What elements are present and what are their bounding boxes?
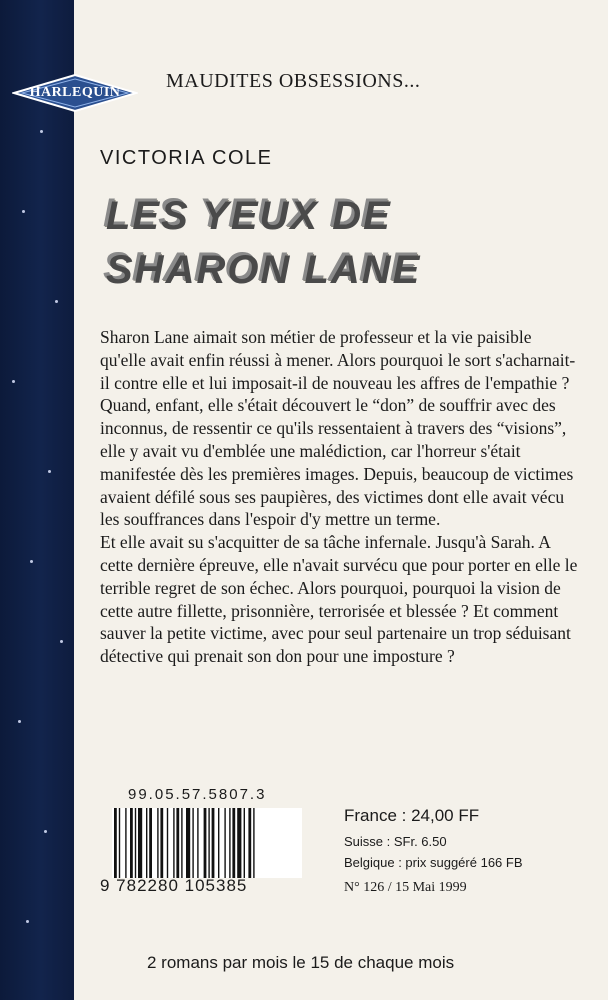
barcode-bar bbox=[119, 808, 120, 878]
star-dot bbox=[18, 720, 21, 723]
barcode-digits: 9 782280 105385 bbox=[100, 876, 248, 895]
barcode-bar bbox=[160, 808, 163, 878]
price-belgique: Belgique : prix suggéré 166 FB bbox=[344, 855, 523, 870]
star-dot bbox=[48, 470, 51, 473]
barcode-bar bbox=[114, 808, 117, 878]
barcode-bar bbox=[173, 808, 174, 878]
book-title-line-1: LES YEUX DE bbox=[104, 192, 390, 236]
star-dot bbox=[22, 210, 25, 213]
barcode-bars-icon bbox=[112, 808, 302, 878]
barcode-bar bbox=[204, 808, 207, 878]
barcode-bar bbox=[218, 808, 219, 878]
barcode bbox=[112, 808, 302, 878]
barcode-bar bbox=[176, 808, 179, 878]
star-dot bbox=[30, 560, 33, 563]
star-dot bbox=[12, 380, 15, 383]
book-title-line-2: SHARON LANE bbox=[104, 246, 420, 290]
barcode-bar bbox=[248, 808, 251, 878]
barcode-bar bbox=[224, 808, 225, 878]
barcode-bar bbox=[229, 808, 230, 878]
barcode-bar bbox=[237, 808, 241, 878]
cover-spine-band bbox=[0, 0, 74, 1000]
barcode-bar bbox=[167, 808, 168, 878]
price-suisse: Suisse : SFr. 6.50 bbox=[344, 834, 447, 849]
blurb-paragraph: Sharon Lane aimait son métier de professeur et la vie paisible qu'elle avait enfin réussi à mener. Alors pourquoi le sort s'acharnait-il contre elle et lui imposait-il de nouveau les affres de l'empathie ? bbox=[100, 327, 576, 393]
logo-text: HARLEQUIN bbox=[29, 85, 121, 100]
star-dot bbox=[44, 830, 47, 833]
barcode-bar bbox=[212, 808, 215, 878]
barcode-bar bbox=[138, 808, 142, 878]
barcode-bar bbox=[146, 808, 147, 878]
reference-number: 99.05.57.5807.3 bbox=[128, 786, 267, 803]
star-dot bbox=[55, 300, 58, 303]
barcode-bar bbox=[192, 808, 193, 878]
barcode-bar bbox=[149, 808, 152, 878]
barcode-bar bbox=[232, 808, 235, 878]
harlequin-logo bbox=[12, 74, 138, 112]
barcode-bar bbox=[208, 808, 209, 878]
series-title: MAUDITES OBSESSIONS... bbox=[166, 70, 421, 92]
barcode-bar bbox=[197, 808, 198, 878]
barcode-bar bbox=[135, 808, 136, 878]
star-dot bbox=[60, 640, 63, 643]
author-name: VICTORIA COLE bbox=[100, 147, 273, 169]
back-cover-blurb bbox=[100, 326, 578, 668]
barcode-bar bbox=[157, 808, 158, 878]
barcode-bar bbox=[125, 808, 126, 878]
blurb-paragraph: Et elle avait su s'acquitter de sa tâche infernale. Jusqu'à Sarah. A cette dernière épreuve, elle n'avait survécu que pour porter en elle le terrible regret de son échec. Alors pourquoi, pourquoi la vision de cette autre fillette, prisonnière, terrorisée et blessée ? Et comment sauver la petite victime, avec pour seul partenaire un trop séduisant détective qui prenait son don pour une imposture ? bbox=[100, 532, 578, 667]
barcode-bar bbox=[181, 808, 182, 878]
blurb-paragraph: Quand, enfant, elle s'était découvert le “don” de souffrir avec des inconnus, de ressentir ce qu'ils ressentaient à travers des “visions”, elle y avait vu d'emblée une malédiction, car l'horreur s'était manifestée dès les premières images. Depuis, beaucoup de victimes avaient défilé sous ses paupières, des victimes dont elle avait vécu les souffrances dans l'espoir d'y mettre un terme. bbox=[100, 395, 574, 530]
barcode-bar bbox=[186, 808, 190, 878]
barcode-bar bbox=[130, 808, 133, 878]
price-france: France : 24,00 FF bbox=[344, 806, 480, 825]
issue-number: N° 126 / 15 Mai 1999 bbox=[344, 880, 467, 895]
barcode-bar bbox=[244, 808, 245, 878]
publication-frequency-note: 2 romans par mois le 15 de chaque mois bbox=[147, 953, 455, 972]
star-dot bbox=[26, 920, 29, 923]
star-dot bbox=[40, 130, 43, 133]
barcode-bar bbox=[253, 808, 254, 878]
